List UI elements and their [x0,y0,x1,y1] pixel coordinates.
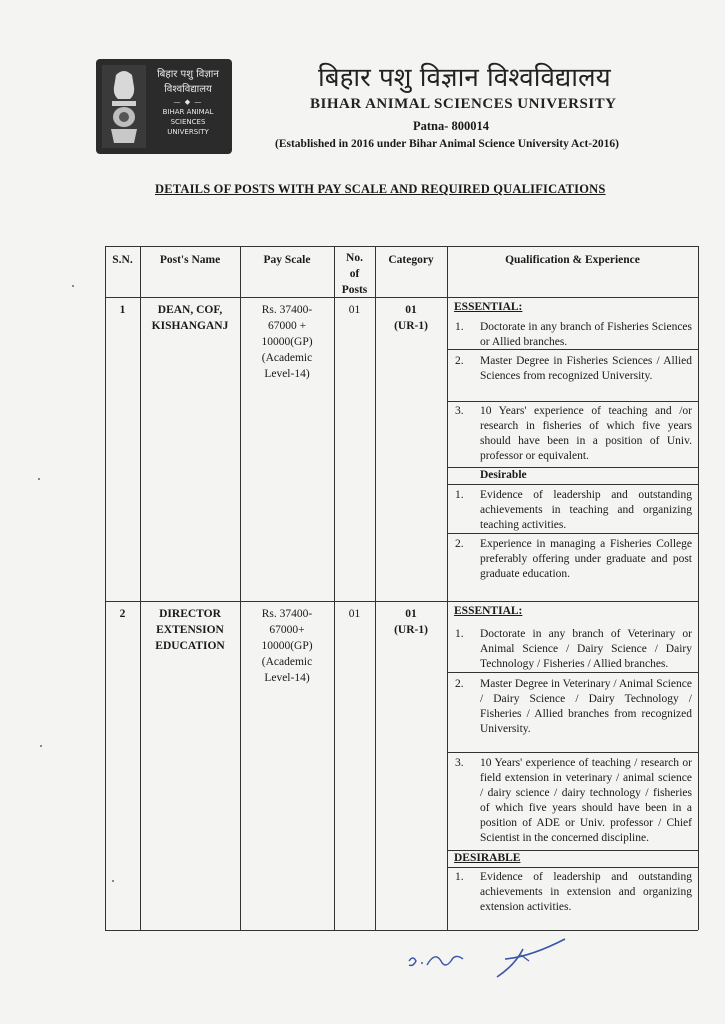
table-border-left [105,246,106,930]
qualification-divider [447,533,698,534]
row-1-pay-line-5: Level-14) [264,368,310,380]
row-2-pay-line-4: (Academic [261,656,313,668]
qualification-divider [447,850,698,851]
scan-speck [40,745,42,747]
row-1-essential-3-number: 3. [455,405,464,417]
table-header-divider [105,297,698,298]
row-1-desirable-1-number: 1. [455,489,464,501]
row-2-pay-line-3: 10000(GP) [261,640,313,652]
row-2-post-name [140,606,240,654]
qualification-divider [447,467,698,468]
row-1-desirable-2-number: 2. [455,538,464,550]
qualification-divider [447,752,698,753]
seal-hindi-line-1: बिहार पशु विज्ञान [157,69,219,80]
row-1-post-name-line-1: DEAN, COF, [157,304,223,316]
row-2-essential-1-text: Doctorate in any branch of Veterinary or Animal Science / Dairy Science / Dairy Technology / Fisheries / Allied branches. [480,628,692,670]
row-1-sn: 1 [119,304,126,316]
row-1-essential-heading: ESSENTIAL: [454,301,523,313]
row-2-essential-heading: ESSENTIAL: [454,605,523,617]
row-2-category-line-1: 01 [405,608,417,620]
row-1-pay-line-4: (Academic [261,352,313,364]
header-sn: S.N. [112,254,133,266]
handwritten-signature [405,935,575,985]
row-1-post-name [140,302,240,334]
header-post-name: Post's Name [159,254,221,266]
seal-hindi-line-2: विश्वविद्यालय [164,84,212,95]
university-address: Patna- 800014 [413,119,490,133]
row-2-category [375,606,447,638]
column-divider [140,246,141,930]
header-no-of-posts [334,250,375,298]
university-seal [96,59,232,154]
row-1-essential-3-text: 10 Years' experience of teaching and /or research in fisheries of which five years should have been in a position of Univ. professor or equivalent. [480,405,692,462]
qualification-divider [447,484,698,485]
row-2-essential-3-text: 10 Years' experience of teaching / research or field extension in veterinary / animal science / dairy science / dairy technology / fisheries of which five years should have been in a position of ADE or Univ. professor / Chief Scientist in the concerned discipline. [480,757,692,844]
row-1-essential-2-text: Master Degree in Fisheries Sciences / Allied Sciences from recognized University. [480,355,692,382]
row-1-category-line-1: 01 [405,304,417,316]
row-2-post-name-line-1: DIRECTOR [159,608,221,620]
row-1-category [375,302,447,334]
header-no-of-posts-line-3: Posts [341,284,368,296]
row-1-pay-scale [240,302,334,382]
row-1-essential-1-number: 1. [455,321,464,333]
row-2-pay-line-1: Rs. 37400- [261,608,313,620]
table-row-divider [105,601,698,602]
row-2-desirable-1-text: Evidence of leadership and outstanding achievements in extension and organizing extension activities. [480,871,692,913]
row-1-desirable-heading: Desirable [480,469,527,481]
university-name-english: BIHAR ANIMAL SCIENCES UNIVERSITY [310,96,617,112]
row-2-pay-line-2: 67000+ [269,624,305,636]
scan-speck [38,478,40,480]
row-1-essential-1-text: Doctorate in any branch of Fisheries Sciences or Allied branches. [480,321,692,348]
table-border-bottom [105,930,698,931]
row-2-no-of-posts: 01 [348,608,361,620]
row-1-pay-line-3: 10000(GP) [261,336,313,348]
lion-capital-emblem-icon [102,65,146,148]
row-1-pay-line-2: 67000 + [267,320,307,332]
row-2-essential-2-number: 2. [455,678,464,690]
university-name-hindi: बिहार पशु विज्ञान विश्वविद्यालय [318,63,611,93]
scan-speck [72,285,74,287]
row-2-pay-scale [240,606,334,686]
row-1-desirable-1-text: Evidence of leadership and outstanding achievements in teaching and organizing teaching activities. [480,489,692,531]
header-qualification: Qualification & Experience [505,254,640,266]
row-1-essential-2-number: 2. [455,355,464,367]
table-border-right [698,246,699,930]
row-2-desirable-1-number: 1. [455,871,464,883]
header-pay-scale: Pay Scale [263,254,311,266]
row-1-post-name-line-2: KISHANGANJ [151,320,229,332]
row-2-essential-2-text: Master Degree in Veterinary / Animal Science / Dairy Science / Dairy Technology / Fisheries / Allied branches from recognized University. [480,678,692,735]
row-2-desirable-heading: DESIRABLE [454,852,521,864]
row-2-essential-3-number: 3. [455,757,464,769]
header-no-of-posts-line-2: of [349,268,360,280]
row-1-desirable-2-text: Experience in managing a Fisheries College preferably offering under graduate and post graduate education. [480,538,692,580]
seal-text [146,67,230,137]
qualification-divider [447,867,698,868]
row-2-essential-1-number: 1. [455,628,464,640]
seal-english-line-1: BIHAR ANIMAL SCIENCES [162,108,214,126]
document-title: DETAILS OF POSTS WITH PAY SCALE AND REQUIRED QUALIFICATIONS [155,182,606,196]
row-1-pay-line-1: Rs. 37400- [261,304,313,316]
row-2-sn: 2 [119,608,126,620]
row-2-post-name-line-3: EDUCATION [155,640,225,652]
row-1-category-line-2: (UR-1) [394,320,428,332]
seal-english-line-2: UNIVERSITY [167,128,209,136]
qualification-divider [447,401,698,402]
row-2-category-line-2: (UR-1) [394,624,428,636]
row-2-pay-line-5: Level-14) [264,672,310,684]
seal-divider: — ◆ — [173,98,203,106]
qualification-divider [447,672,698,673]
column-divider [375,246,376,930]
table-border-top [105,246,698,247]
header-no-of-posts-line-1: No. [346,252,363,264]
row-2-post-name-line-2: EXTENSION [156,624,224,636]
scan-speck [112,880,114,882]
establishment-note: (Established in 2016 under Bihar Animal Science University Act-2016) [275,138,619,150]
row-1-no-of-posts: 01 [348,304,361,316]
column-divider [334,246,335,930]
header-category: Category [388,254,434,266]
